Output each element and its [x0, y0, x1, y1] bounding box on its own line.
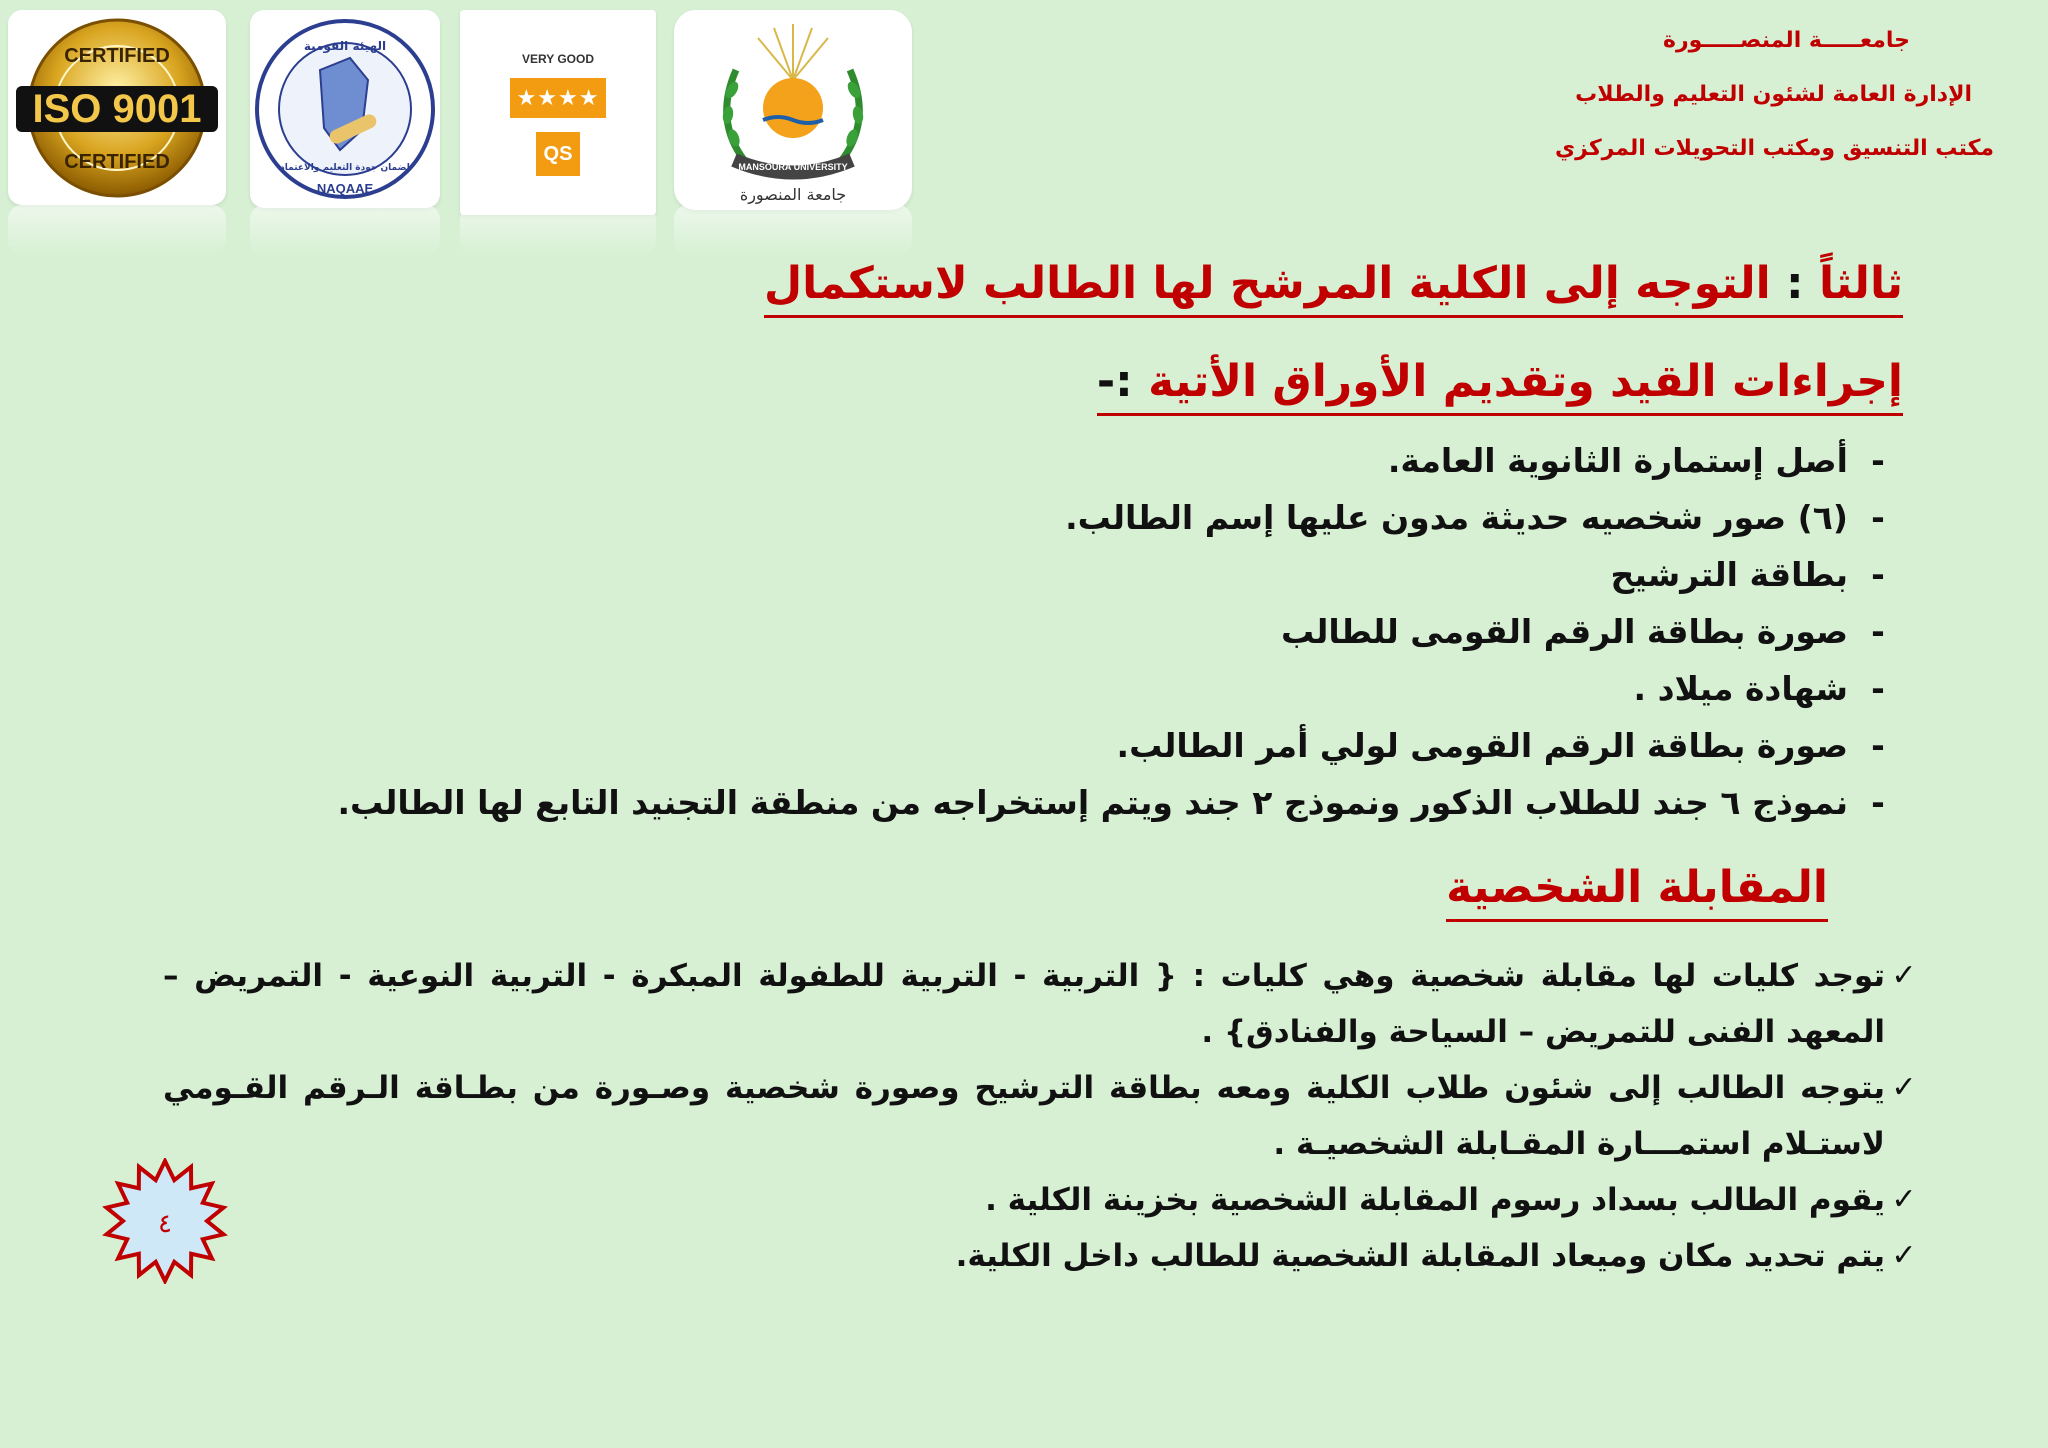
svg-text:لضمان جودة التعليم والاعتماد: لضمان جودة التعليم والاعتماد	[280, 163, 410, 173]
list-item: - أصل إستمارة الثانوية العامة.	[338, 432, 1908, 489]
list-item: - بطاقة الترشيح	[338, 546, 1908, 603]
office-name: مكتب التنسيق ومكتب التحويلات المركزي	[1554, 136, 1994, 161]
svg-text:الهيئة القومية: الهيئة القومية	[303, 39, 387, 53]
section-title	[764, 258, 1903, 318]
svg-text:CERTIFIED: CERTIFIED	[64, 151, 170, 173]
section-title-separator: :	[1770, 258, 1819, 309]
list-item: ✓ يتوجه الطالب إلى شئون طلاب الكلية ومعه بطاقة الترشيح وصورة شخصية وصـورة من بطـاقة الـرقم القـومي لاستـلام استمـــارة المقـابلة الشخصيـة .	[163, 1060, 1923, 1172]
svg-text:MANSOURA UNIVERSITY: MANSOURA UNIVERSITY	[738, 162, 848, 172]
checkmark-icon: ✓	[1891, 1070, 1917, 1105]
list-item: ✓ يقوم الطالب بسداد رسوم المقابلة الشخصية بخزينة الكلية .	[163, 1172, 1923, 1228]
list-item: - شهادة ميلاد .	[338, 660, 1908, 717]
checkmark-icon: ✓	[1891, 958, 1917, 993]
dash-bullet: -	[1871, 441, 1885, 480]
checkmark-icon: ✓	[1891, 1238, 1917, 1273]
section-title-text: التوجه إلى الكلية المرشح لها الطالب لاستكمال	[763, 258, 1771, 309]
qs-badge: QS	[536, 132, 580, 176]
checkmark-icon: ✓	[1891, 1182, 1917, 1217]
section-subtitle-text: إجراءات القيد وتقديم الأوراق الأتية	[1148, 356, 1903, 407]
qs-rating-text: VERY GOOD	[521, 52, 595, 66]
interview-title: المقابلة الشخصية	[1446, 862, 1828, 922]
dash-bullet: -	[1871, 669, 1885, 708]
dash-bullet: -	[1871, 555, 1885, 594]
mansoura-logo-reflection	[674, 205, 912, 255]
list-item: - صورة بطاقة الرقم القومى للطالب	[338, 603, 1908, 660]
iso-logo-reflection	[8, 205, 226, 255]
dash-bullet: -	[1871, 726, 1885, 765]
qs-stars	[510, 78, 606, 118]
list-item: - (٦) صور شخصيه حديثة مدون عليها إسم الطالب.	[338, 489, 1908, 546]
svg-text:ISO 9001: ISO 9001	[32, 87, 202, 131]
naqaae-logo	[250, 10, 440, 208]
section-subtitle	[1097, 356, 1903, 416]
required-documents-list	[338, 432, 1908, 831]
section-number: ثالثاً	[1818, 258, 1903, 309]
iso-9001-logo	[8, 10, 226, 205]
mansoura-university-logo	[674, 10, 912, 210]
list-item: ✓ يتم تحديد مكان وميعاد المقابلة الشخصية للطالب داخل الكلية.	[163, 1228, 1923, 1284]
interview-checklist	[163, 948, 1923, 1284]
svg-text:NAQAAE: NAQAAE	[316, 181, 374, 196]
list-item: ✓ توجد كليات لها مقابلة شخصية وهي كليات : { التربية - التربية للطفولة المبكرة - التربية النوعية - التمريض – المعهد الفنى للتمريض – السياحة والفنادق} .	[163, 948, 1923, 1060]
qs-logo-reflection	[460, 205, 656, 255]
dash-bullet: -	[1871, 612, 1885, 651]
dash-bullet: -	[1871, 783, 1885, 822]
dash-bullet: -	[1871, 498, 1885, 537]
list-item: - نموذج ٦ جند للطلاب الذكور ونموذج ٢ جند ويتم إستخراجه من منطقة التجنيد التابع لها الطالب.	[338, 774, 1908, 831]
star-icon: ★★★★	[516, 85, 600, 111]
starburst-icon	[100, 1158, 230, 1284]
department-name: الإدارة العامة لشئون التعليم والطلاب	[1575, 82, 1972, 107]
page-number-badge	[100, 1158, 230, 1284]
list-item: - صورة بطاقة الرقم القومى لولي أمر الطالب.	[338, 717, 1908, 774]
naqaae-logo-reflection	[250, 205, 440, 255]
page-number: ٤	[158, 1209, 172, 1239]
section-subtitle-suffix: :-	[1096, 356, 1149, 407]
svg-text:جامعة المنصورة: جامعة المنصورة	[739, 185, 847, 204]
qs-rating-logo	[460, 10, 656, 215]
svg-text:CERTIFIED: CERTIFIED	[64, 45, 170, 67]
university-name: جامعـــــة المنصـــــورة	[1662, 28, 1910, 53]
